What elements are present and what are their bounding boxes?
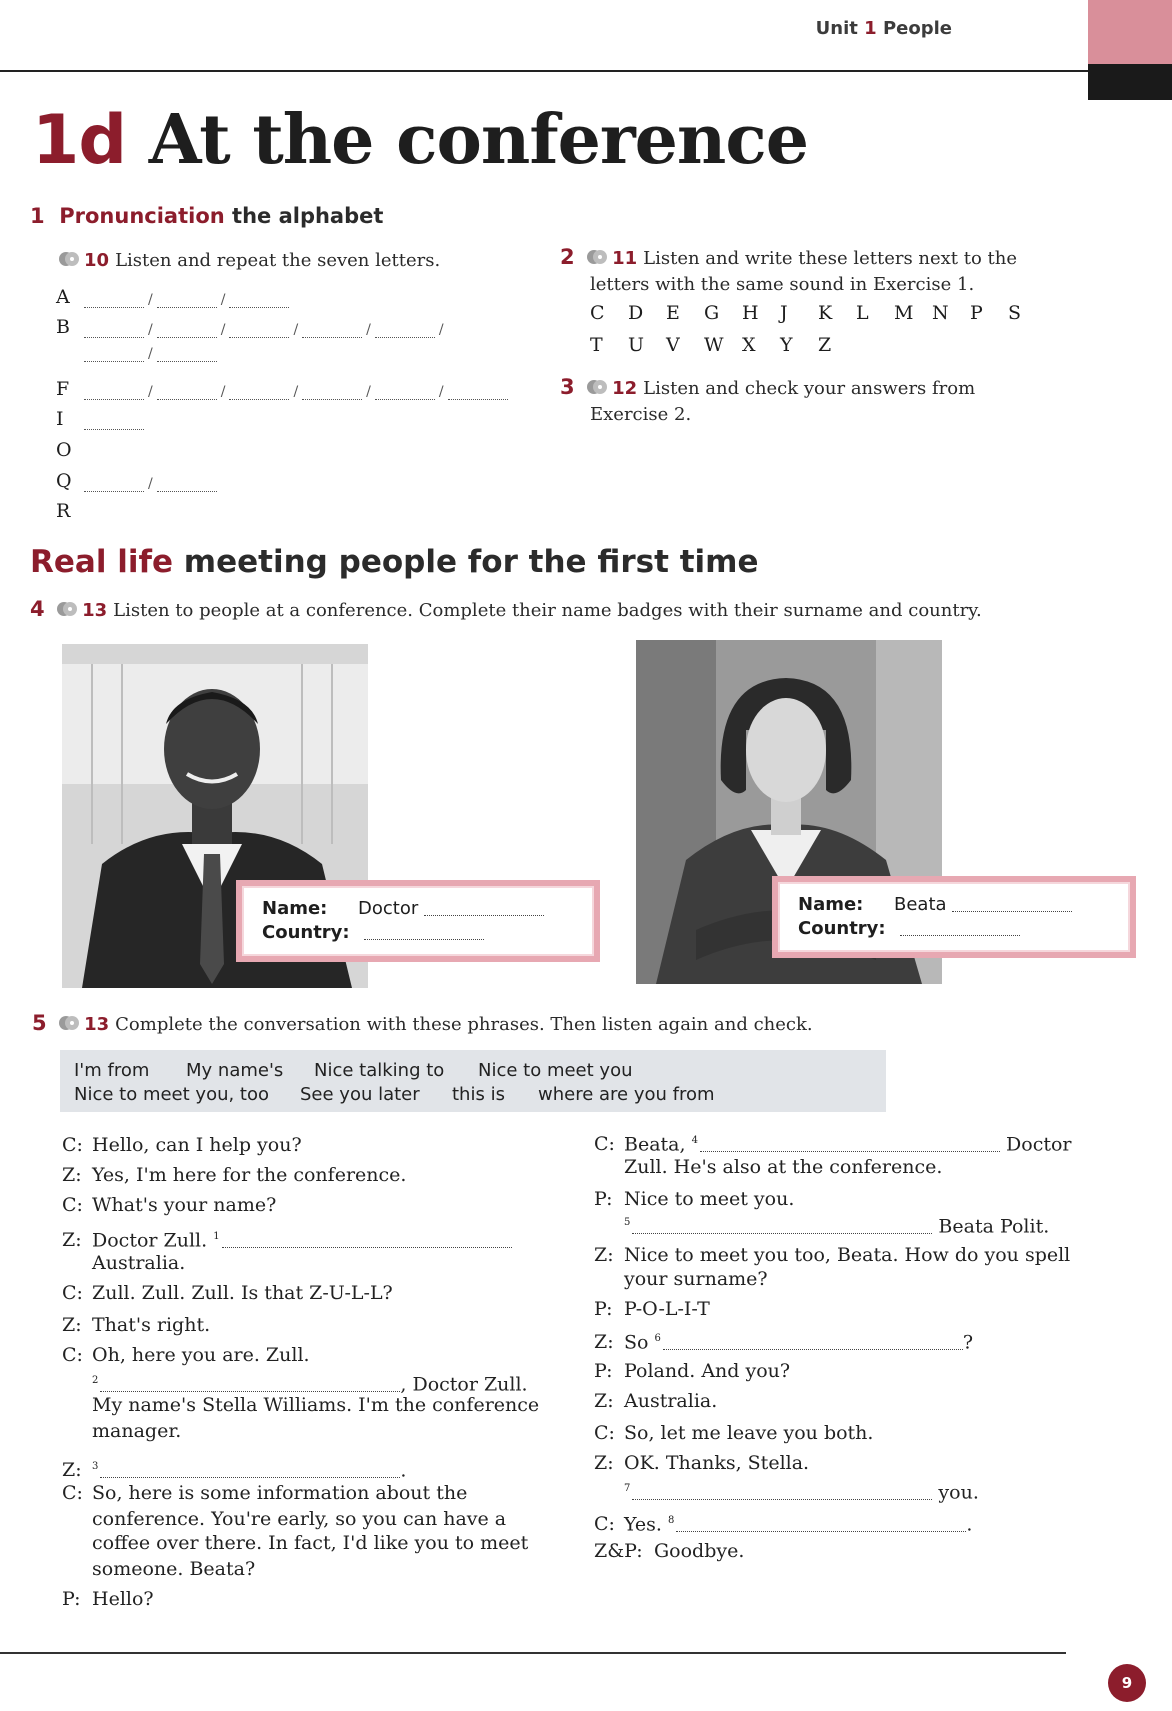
letter-row-i: I: [56, 408, 148, 430]
exercise-1-heading: [30, 204, 383, 228]
answer-blank[interactable]: [229, 292, 289, 308]
surname-blank[interactable]: [952, 894, 1072, 912]
answer-blank[interactable]: [84, 322, 144, 338]
dialogue-line: Z: So $^6$ ?: [594, 1331, 974, 1354]
dialogue-line: $^5$ Beata Polit.: [624, 1215, 1050, 1238]
dialogue-line: conference. You're early, so you can have a: [92, 1508, 507, 1530]
answer-blank[interactable]: [229, 322, 289, 338]
dialogue-line: C: Zull. Zull. Zull. Is that Z-U-L-L?: [62, 1282, 393, 1304]
dialogue-line: C: So, let me leave you both.: [594, 1422, 874, 1444]
answer-blank[interactable]: [157, 292, 217, 308]
unit-word: Unit: [815, 18, 858, 39]
cd-icon: [58, 1014, 80, 1032]
unit-tab: [1088, 0, 1172, 64]
letters-row-1: C D E G H J K L M N P S: [590, 302, 1022, 324]
name-badge-man: Name: Doctor Country:: [236, 880, 600, 962]
dialogue-line: My name's Stella Williams. I'm the conference: [92, 1394, 540, 1416]
dialogue-line: manager.: [92, 1420, 182, 1442]
unit-number: 1: [864, 18, 877, 39]
country-blank[interactable]: [364, 922, 484, 940]
page-title: [32, 100, 808, 180]
dialogue-line: Z: $^3$ .: [62, 1459, 407, 1482]
letter-row-b-cont: /: [56, 346, 221, 362]
letters-row-2: T U V W X Y Z: [590, 334, 832, 356]
phrase-chip: Nice to meet you: [478, 1060, 633, 1081]
answer-gap-1[interactable]: [222, 1230, 512, 1248]
dialogue-line: C: So, here is some information about the: [62, 1482, 468, 1504]
letter-row-a: A / /: [56, 286, 293, 308]
unit-tab-dark: [1088, 64, 1172, 100]
dialogue-line: Z: Australia.: [594, 1390, 718, 1412]
exercise-1-instruction: 10 Listen and repeat the seven letters.: [58, 248, 440, 274]
country-blank[interactable]: [900, 918, 1020, 936]
dialogue-line: Z: OK. Thanks, Stella.: [594, 1452, 810, 1474]
answer-gap-5[interactable]: [632, 1216, 932, 1234]
cd-icon: [56, 600, 78, 618]
answer-blank[interactable]: [84, 292, 144, 308]
answer-blank[interactable]: [229, 384, 289, 400]
dialogue-line: your surname?: [624, 1268, 768, 1290]
page-number: 9: [1108, 1664, 1146, 1702]
phrase-chip: Nice talking to: [314, 1060, 445, 1081]
dialogue-line: P: P-O-L-I-T: [594, 1298, 710, 1320]
answer-blank[interactable]: [157, 346, 217, 362]
dialogue-line: P: Nice to meet you.: [594, 1188, 795, 1210]
exercise-4-number: 4: [30, 597, 45, 621]
dialogue-line: C: What's your name?: [62, 1194, 277, 1216]
dialogue-line: $^2$ , Doctor Zull.: [92, 1373, 528, 1396]
exercise-2-number: 2: [560, 245, 575, 269]
unit-label: [816, 18, 952, 39]
exercise-2: 2 11 Listen and write these letters next to the letters with the same sound in Exercise 1.: [560, 245, 1018, 295]
dialogue-line: C: Oh, here you are. Zull.: [62, 1344, 310, 1366]
answer-blank[interactable]: [84, 384, 144, 400]
dialogue-line: coffee over there. In fact, I'd like you to meet: [92, 1532, 529, 1554]
exercise-4-instruction: 4 13 Listen to people at a conference. Complete their name badges with their surname and country.: [30, 597, 982, 621]
phrase-chip: See you later: [300, 1084, 420, 1105]
exercise-1-topic: Pronunciation: [59, 204, 225, 228]
lesson-title: At the conference: [148, 100, 809, 180]
answer-gap-8[interactable]: [676, 1514, 966, 1532]
answer-gap-7[interactable]: [632, 1482, 932, 1500]
dialogue-line: Z: Doctor Zull. $^1$: [62, 1224, 512, 1253]
name-badge-woman: Name: Beata Country:: [772, 876, 1136, 958]
track-number: 13: [84, 1014, 110, 1035]
unit-title: People: [882, 18, 952, 39]
dialogue-line: Z: That's right.: [62, 1314, 211, 1336]
dialogue-line: Z: Nice to meet you too, Beata. How do you spell: [594, 1244, 1071, 1266]
exercise-1-subtopic: the alphabet: [232, 204, 384, 228]
phrase-chip: this is: [452, 1084, 505, 1105]
answer-gap-3[interactable]: [100, 1460, 400, 1478]
dialogue-line: C: Yes. $^8$ .: [594, 1513, 973, 1536]
answer-blank[interactable]: [84, 476, 144, 492]
exercise-5-instruction: 5 13 Complete the conversation with these phrases. Then listen again and check.: [32, 1011, 813, 1035]
answer-blank[interactable]: [302, 384, 362, 400]
dialogue-line: Z&P: Goodbye.: [594, 1540, 745, 1562]
answer-blank[interactable]: [448, 384, 508, 400]
exercise-1-number: 1: [30, 204, 45, 228]
letter-row-r: R: [56, 500, 71, 522]
dialogue-line: P: Hello?: [62, 1588, 154, 1610]
track-number: 13: [82, 600, 108, 621]
answer-blank[interactable]: [84, 414, 144, 430]
phrase-chip: My name's: [186, 1060, 284, 1081]
phrase-box: [60, 1050, 886, 1112]
exercise-3: 3 12 Listen and check your answers from Exercise 2.: [560, 375, 976, 425]
bottom-divider: [0, 1652, 1066, 1654]
dialogue-line: C: Beata, $^4$ Doctor: [594, 1133, 1072, 1156]
letter-row-o: O: [56, 439, 72, 461]
cd-icon: [586, 378, 608, 396]
dialogue-line: $^7$ you.: [624, 1481, 979, 1504]
answer-blank[interactable]: [84, 346, 144, 362]
phrase-chip: where are you from: [538, 1084, 715, 1105]
letter-row-f: F / / / / /: [56, 378, 512, 400]
answer-blank[interactable]: [157, 476, 217, 492]
cd-icon: [58, 250, 80, 268]
exercise-3-number: 3: [560, 375, 575, 399]
dialogue-line: Z: Yes, I'm here for the conference.: [62, 1164, 407, 1186]
answer-gap-2[interactable]: [100, 1374, 400, 1392]
letter-row-b: B / / / / /: [56, 316, 444, 338]
dialogue-line: Zull. He's also at the conference.: [624, 1156, 943, 1178]
phrase-chip: I'm from: [74, 1060, 150, 1081]
answer-blank[interactable]: [157, 384, 217, 400]
answer-gap-4[interactable]: [700, 1134, 1000, 1152]
dialogue-line: C: Hello, can I help you?: [62, 1134, 302, 1156]
lesson-code: 1d: [32, 101, 126, 180]
answer-gap-6[interactable]: [663, 1332, 963, 1350]
dialogue-line: Australia.: [92, 1252, 186, 1274]
dialogue-line: P: Poland. And you?: [594, 1360, 791, 1382]
track-number: 12: [612, 378, 638, 399]
real-life-heading: Real life meeting people for the first time: [30, 544, 759, 580]
answer-blank[interactable]: [302, 322, 362, 338]
top-divider: [0, 70, 1088, 72]
exercise-5-number: 5: [32, 1011, 47, 1035]
dialogue-line: someone. Beata?: [92, 1558, 256, 1580]
track-number: 10: [84, 250, 110, 271]
answer-blank[interactable]: [375, 322, 435, 338]
letter-row-q: Q /: [56, 470, 221, 492]
answer-blank[interactable]: [157, 322, 217, 338]
answer-blank[interactable]: [375, 384, 435, 400]
surname-blank[interactable]: [424, 898, 544, 916]
track-number: 11: [612, 248, 638, 269]
phrase-chip: Nice to meet you, too: [74, 1084, 270, 1105]
cd-icon: [586, 248, 608, 266]
